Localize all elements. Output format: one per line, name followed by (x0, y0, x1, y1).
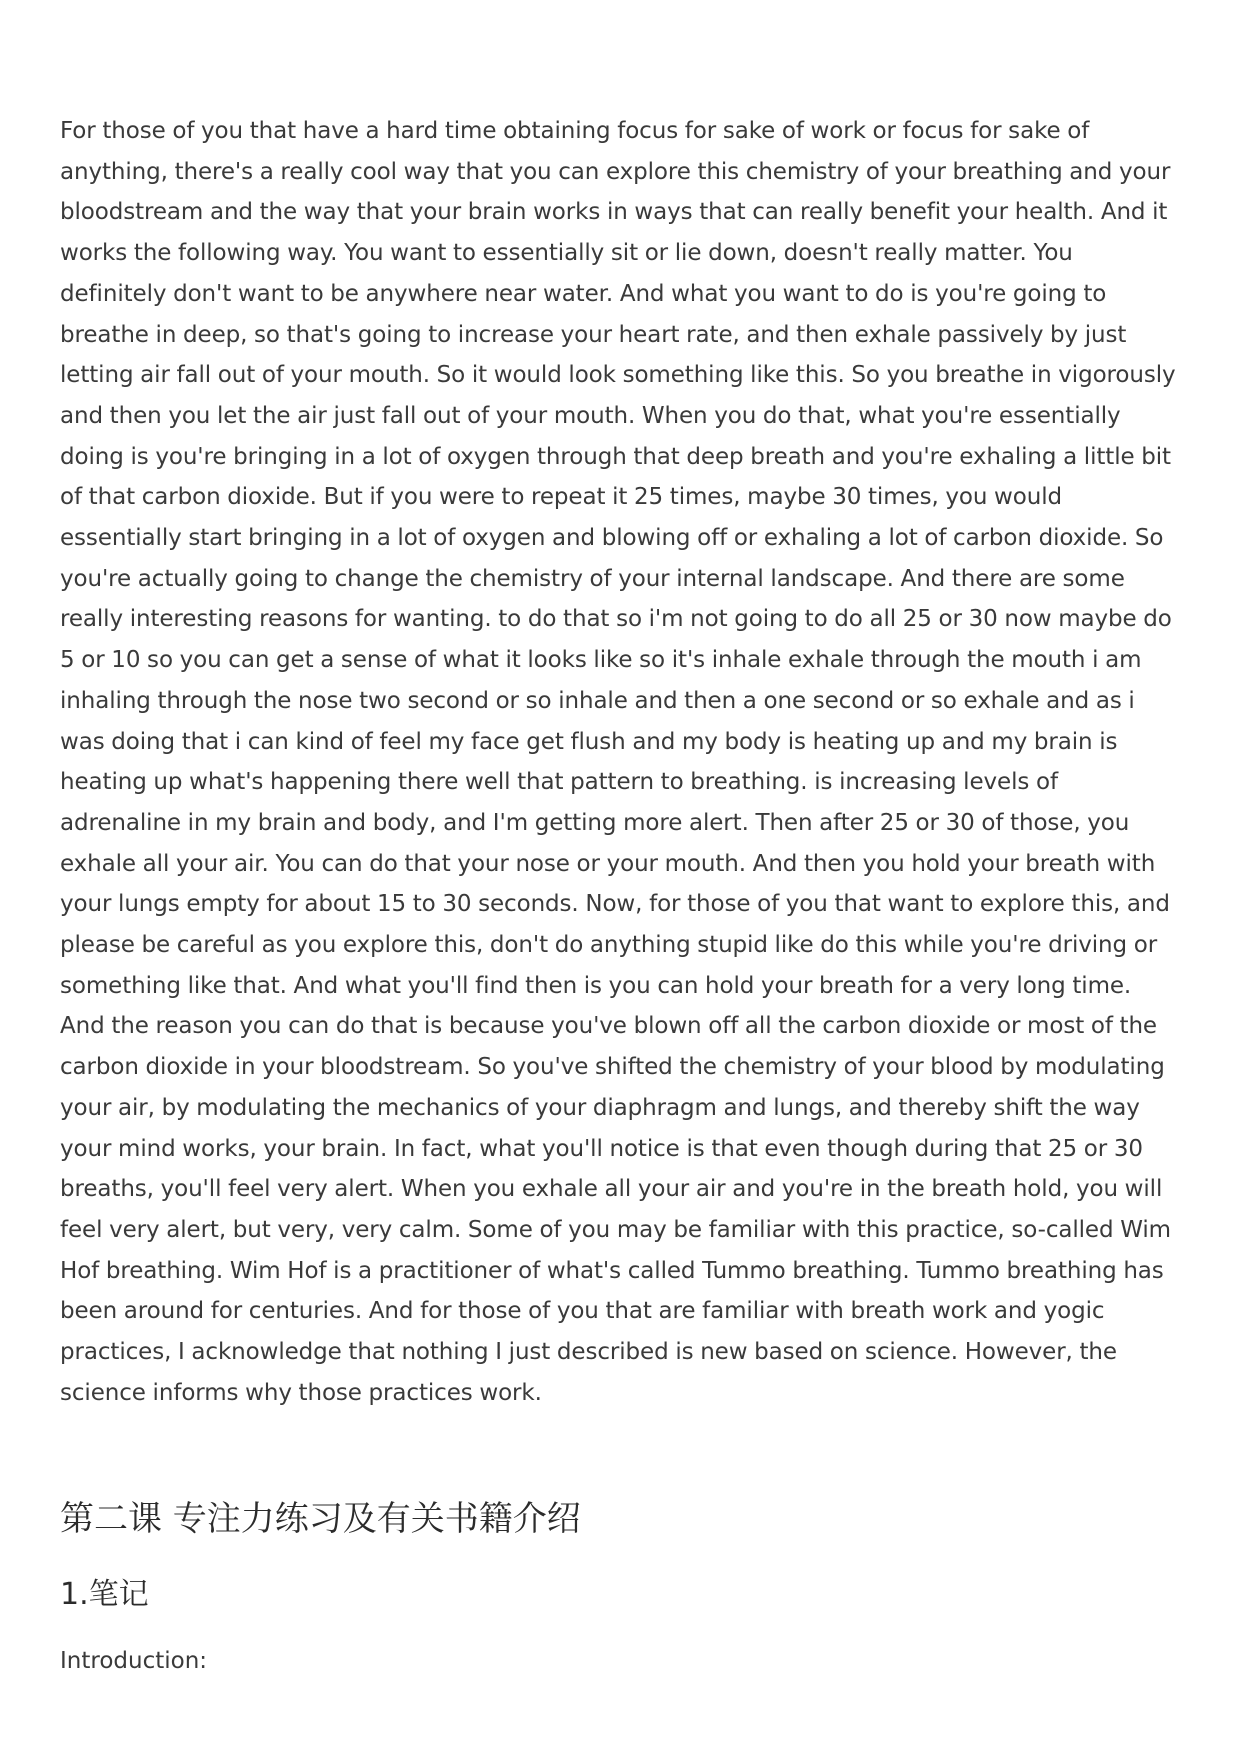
lesson-title: 第二课 专注力练习及有关书籍介绍 (60, 1499, 581, 1539)
document-page (60, 111, 1180, 1674)
notes-section-title: 1.笔记 (60, 1577, 149, 1612)
introduction-label: Introduction: (60, 1648, 208, 1674)
transcript-paragraph: For those of you that have a hard time obtaining focus for sake of work or focus for sake of anything, there's a really cool way that you can explore this chemistry of your breathing and your bloodstream and the way that your brain works in ways that can really benefit your health. And it works the following way. You want to essentially sit or lie down, doesn't really matter. You definitely don't want to be anywhere near water. And what you want to do is you're going to breathe in deep, so that's going to increase your heart rate, and then exhale passively by just letting air fall out of your mouth. So it would look something like this. So you breathe in vigorously and then you let the air just fall out of your mouth. When you do that, what you're essentially doing is you're bringing in a lot of oxygen through that deep breath and you're exhaling a little bit of that carbon dioxide. But if you were to repeat it 25 times, maybe 30 times, you would essentially start bringing in a lot of oxygen and blowing off or exhaling a lot of carbon dioxide. So you're actually going to change the chemistry of your internal landscape. And there are some really interesting reasons for wanting. to do that so i'm not going to do all 25 or 30 now maybe do 5 or 10 so you can get a sense of what it looks like so it's inhale exhale through the mouth i am inhaling through the nose two second or so inhale and then a one second or so exhale and as i was doing that i can kind of feel my face get flush and my body is heating up and my brain is heating up what's happening there well that pattern to breathing. is increasing levels of adrenaline in my brain and body, and I'm getting more alert. Then after 25 or 30 of those, you exhale all your air. You can do that your nose or your mouth. And then you hold your breath with your lungs empty for about 15 to 30 seconds. Now, for those of you that want to explore this, and please be careful as you explore this, don't do anything stupid like do this while you're driving or something like that. And what you'll find then is you can hold your breath for a very long time. And the reason you can do that is because you've blown off all the carbon dioxide or most of the carbon dioxide in your bloodstream. So you've shifted the chemistry of your blood by modulating your air, by modulating the mechanics of your diaphragm and lungs, and thereby shift the way your mind works, your brain. In fact, what you'll notice is that even though during that 25 or 30 breaths, you'll feel very alert. When you exhale all your air and you're in the breath hold, you will feel very alert, but very, very calm. Some of you may be familiar with this practice, so-called Wim Hof breathing. Wim Hof is a practitioner of what's called Tummo breathing. Tummo breathing has been around for centuries. And for those of you that are familiar with breath work and yogic practices, I acknowledge that nothing I just described is new based on science. However, the science informs why those practices work. (60, 118, 1176, 1406)
